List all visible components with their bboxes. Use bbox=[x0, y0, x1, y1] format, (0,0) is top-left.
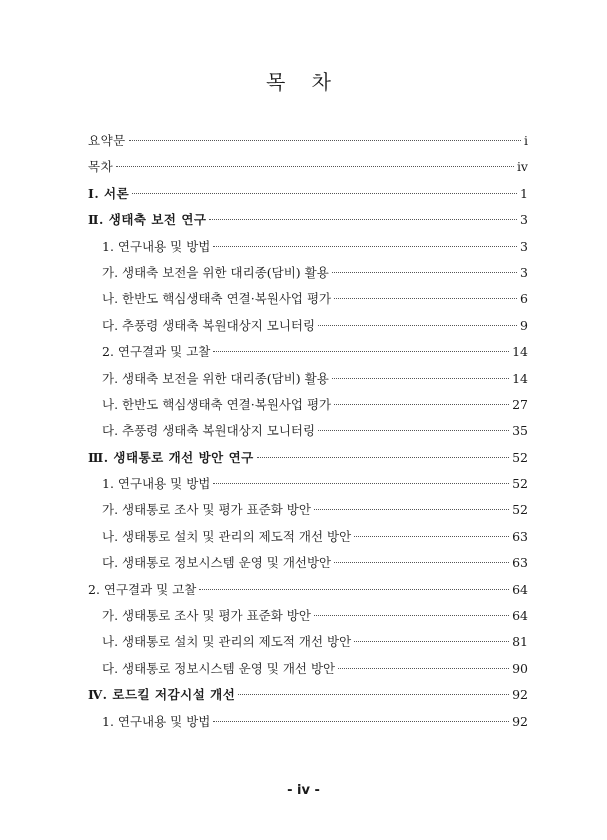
toc-entry[interactable] bbox=[88, 709, 528, 735]
toc-entry-label: 목차 bbox=[88, 159, 114, 175]
toc-entry-page: 52 bbox=[512, 449, 528, 465]
toc-entry[interactable] bbox=[88, 339, 528, 365]
toc-entry-page: 64 bbox=[512, 581, 528, 597]
toc-entry-page: 3 bbox=[520, 264, 528, 280]
dot-leader bbox=[116, 166, 514, 167]
toc-entry-page: 6 bbox=[520, 291, 528, 307]
table-of-contents bbox=[88, 128, 528, 735]
toc-entry[interactable] bbox=[88, 445, 528, 471]
toc-entry-page: 92 bbox=[512, 687, 528, 703]
page-number-footer: - iv - bbox=[287, 783, 320, 798]
toc-entry[interactable] bbox=[88, 550, 528, 576]
dot-leader bbox=[354, 536, 509, 537]
toc-entry-page: 52 bbox=[512, 502, 528, 518]
toc-entry-page: 9 bbox=[520, 317, 528, 333]
toc-entry-label: 나. 생태통로 설치 및 관리의 제도적 개선 방안 bbox=[102, 528, 352, 544]
toc-entry[interactable] bbox=[88, 629, 528, 655]
toc-entry-page: i bbox=[524, 133, 528, 148]
dot-leader bbox=[338, 668, 509, 669]
toc-entry[interactable] bbox=[88, 392, 528, 418]
toc-entry-page: 81 bbox=[512, 634, 528, 650]
toc-entry-label: 1. 연구내용 및 방법 bbox=[102, 476, 211, 492]
toc-entry[interactable] bbox=[88, 471, 528, 497]
toc-entry[interactable] bbox=[88, 181, 528, 207]
toc-entry-label: 나. 생태통로 설치 및 관리의 제도적 개선 방안 bbox=[102, 634, 352, 650]
toc-entry-label: 1. 연구내용 및 방법 bbox=[102, 238, 211, 254]
toc-entry-label: 다. 생태통로 정보시스템 운영 및 개선 방안 bbox=[102, 660, 336, 676]
toc-entry-page: 64 bbox=[512, 608, 528, 624]
dot-leader bbox=[334, 404, 509, 405]
toc-entry-page: 90 bbox=[512, 660, 528, 676]
toc-entry[interactable] bbox=[88, 286, 528, 312]
toc-entry[interactable] bbox=[88, 418, 528, 444]
dot-leader bbox=[318, 325, 517, 326]
dot-leader bbox=[354, 641, 509, 642]
toc-entry-label: Ⅳ. 로드킬 저감시설 개선 bbox=[88, 687, 236, 703]
toc-entry-label: 요약문 bbox=[88, 133, 126, 148]
toc-entry-label: 가. 생태축 보전을 위한 대리종(담비) 활용 bbox=[102, 370, 329, 386]
toc-entry[interactable] bbox=[88, 128, 528, 154]
toc-entry-page: iv bbox=[516, 159, 528, 175]
toc-entry-label: 가. 생태축 보전을 위한 대리종(담비) 활용 bbox=[102, 264, 329, 280]
toc-entry-page: 1 bbox=[520, 185, 528, 201]
toc-entry[interactable] bbox=[88, 313, 528, 339]
toc-entry[interactable] bbox=[88, 603, 528, 629]
toc-entry[interactable] bbox=[88, 524, 528, 550]
toc-entry-page: 63 bbox=[512, 528, 528, 544]
dot-leader bbox=[318, 430, 509, 431]
toc-entry-page: 3 bbox=[520, 238, 528, 254]
dot-leader bbox=[213, 483, 509, 484]
toc-entry-label: 나. 한반도 핵심생태축 연결·복원사업 평가 bbox=[102, 291, 332, 307]
dot-leader bbox=[314, 615, 509, 616]
toc-entry-page: 27 bbox=[512, 396, 528, 412]
toc-entry-label: Ⅲ. 생태통로 개선 방안 연구 bbox=[88, 449, 254, 465]
page-title: 목 차 bbox=[266, 70, 341, 94]
toc-entry-label: 2. 연구결과 및 고찰 bbox=[102, 344, 211, 360]
toc-entry[interactable] bbox=[88, 260, 528, 286]
toc-entry-page: 3 bbox=[520, 212, 528, 228]
dot-leader bbox=[332, 378, 509, 379]
dot-leader bbox=[213, 246, 517, 247]
dot-leader bbox=[257, 457, 509, 458]
toc-entry-page: 92 bbox=[512, 713, 528, 729]
dot-leader bbox=[334, 298, 517, 299]
toc-entry-page: 14 bbox=[512, 344, 528, 360]
toc-entry-label: Ⅰ. 서론 bbox=[88, 185, 130, 201]
toc-entry[interactable] bbox=[88, 154, 528, 180]
toc-entry-label: 가. 생태통로 조사 및 평가 표준화 방안 bbox=[102, 502, 311, 518]
dot-leader bbox=[129, 140, 521, 141]
toc-entry-page: 35 bbox=[512, 423, 528, 439]
toc-entry[interactable] bbox=[88, 497, 528, 523]
dot-leader bbox=[213, 721, 509, 722]
dot-leader bbox=[314, 509, 509, 510]
toc-entry[interactable] bbox=[88, 577, 528, 603]
toc-entry-label: 2. 연구결과 및 고찰 bbox=[88, 581, 197, 597]
toc-entry[interactable] bbox=[88, 366, 528, 392]
toc-entry[interactable] bbox=[88, 234, 528, 260]
dot-leader bbox=[238, 694, 509, 695]
dot-leader bbox=[132, 193, 517, 194]
toc-entry-label: 다. 추풍령 생태축 복원대상지 모니터링 bbox=[102, 423, 316, 439]
dot-leader bbox=[199, 589, 509, 590]
dot-leader bbox=[334, 562, 509, 563]
toc-entry-label: Ⅱ. 생태축 보전 연구 bbox=[88, 212, 207, 228]
toc-entry[interactable] bbox=[88, 207, 528, 233]
dot-leader bbox=[332, 272, 517, 273]
toc-entry[interactable] bbox=[88, 656, 528, 682]
toc-entry-label: 1. 연구내용 및 방법 bbox=[102, 713, 211, 729]
dot-leader bbox=[213, 351, 509, 352]
toc-entry-page: 14 bbox=[512, 370, 528, 386]
toc-entry-label: 다. 생태통로 정보시스템 운영 및 개선방안 bbox=[102, 555, 332, 571]
toc-entry-label: 나. 한반도 핵심생태축 연결·복원사업 평가 bbox=[102, 396, 332, 412]
dot-leader bbox=[209, 219, 517, 220]
toc-entry[interactable] bbox=[88, 682, 528, 708]
toc-entry-label: 가. 생태통로 조사 및 평가 표준화 방안 bbox=[102, 608, 311, 624]
toc-entry-page: 63 bbox=[512, 555, 528, 571]
toc-entry-label: 다. 추풍령 생태축 복원대상지 모니터링 bbox=[102, 317, 316, 333]
toc-entry-page: 52 bbox=[512, 476, 528, 492]
